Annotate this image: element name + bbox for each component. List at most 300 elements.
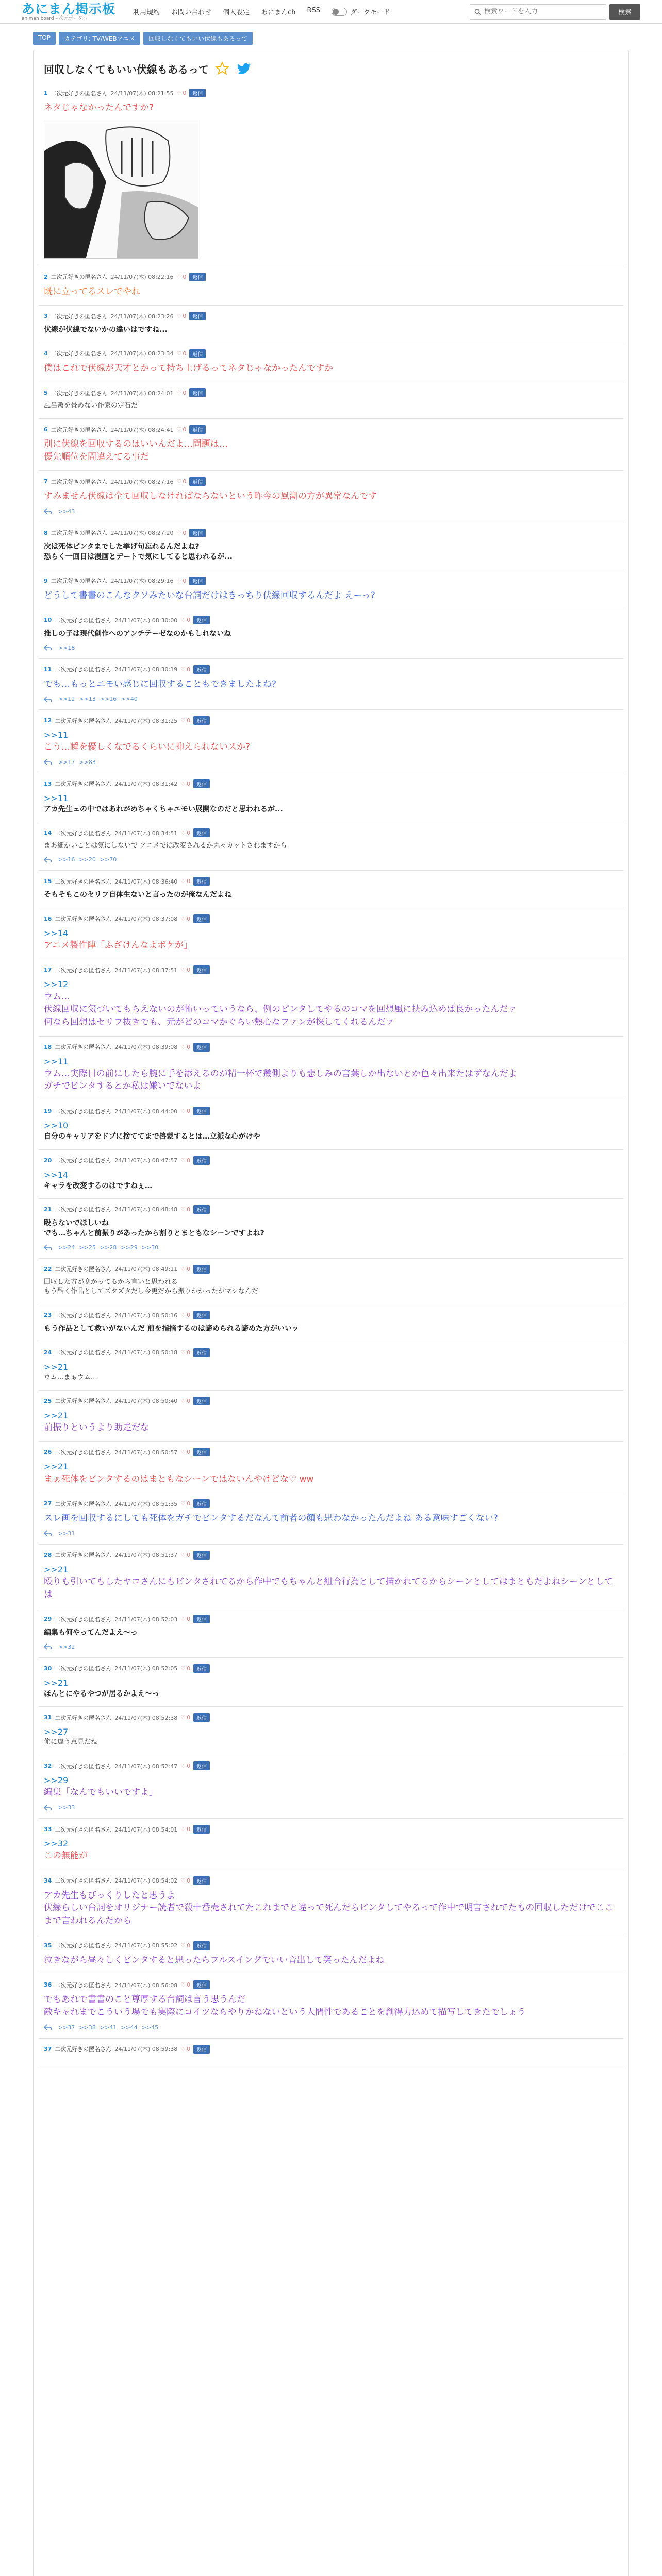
- post-number[interactable]: 32: [44, 1762, 52, 1770]
- like-count: 0: [187, 1665, 191, 1672]
- post-text: 風呂敷を畳めない作家の定石だ: [44, 402, 138, 410]
- poster-name: 二次元好きの匿名さん: [55, 1616, 112, 1623]
- like-button[interactable]: [180, 1157, 190, 1164]
- poster-name: 二次元好きの匿名さん: [55, 1398, 112, 1405]
- post: [39, 1493, 623, 1545]
- reply-button[interactable]: 返信: [193, 877, 210, 886]
- poster-name: 二次元好きの匿名さん: [55, 1206, 112, 1213]
- nav-terms[interactable]: 利用規約: [133, 9, 160, 16]
- like-button[interactable]: [180, 878, 190, 885]
- reply-button[interactable]: 返信: [193, 1043, 210, 1052]
- like-count: 0: [187, 915, 191, 922]
- reply-link[interactable]: >>18: [58, 644, 75, 651]
- post-body: [44, 1361, 618, 1383]
- favorite-star-icon[interactable]: [215, 61, 229, 76]
- like-button[interactable]: [177, 90, 187, 96]
- poster-name: 二次元好きの匿名さん: [55, 1552, 112, 1559]
- post-body: [44, 1954, 618, 1967]
- post-number[interactable]: 21: [44, 1206, 52, 1213]
- like-button[interactable]: [180, 1877, 190, 1884]
- reply-link[interactable]: >>40: [121, 696, 138, 703]
- reply-link[interactable]: >>44: [121, 2024, 138, 2031]
- search-button[interactable]: 検索: [609, 4, 640, 20]
- post-date: 24/11/07(木) 08:51:37: [114, 1552, 178, 1559]
- post-number[interactable]: 27: [44, 1500, 52, 1507]
- post-header: [44, 1551, 618, 1560]
- toggle-knob: [333, 9, 339, 15]
- like-button[interactable]: [180, 1826, 190, 1833]
- reply-link[interactable]: >>41: [100, 2024, 117, 2031]
- post-number[interactable]: 20: [44, 1157, 52, 1164]
- post-body: [44, 1838, 618, 1862]
- reply-button[interactable]: 返信: [193, 1397, 210, 1405]
- post: [39, 266, 623, 306]
- reply-button[interactable]: 返信: [193, 1265, 210, 1274]
- like-button[interactable]: [177, 426, 187, 433]
- poster-name: 二次元好きの匿名さん: [55, 717, 112, 724]
- like-count: 0: [187, 1043, 191, 1050]
- post-text: ウム…まぁウム…: [44, 1373, 97, 1381]
- like-button[interactable]: [180, 781, 190, 787]
- post-header: [44, 616, 618, 624]
- post-body: [44, 927, 618, 952]
- heart-icon: ♡: [180, 1551, 186, 1558]
- like-count: 0: [187, 666, 191, 673]
- post-body: [44, 285, 618, 298]
- like-button[interactable]: [177, 578, 187, 584]
- post-date: 24/11/07(木) 08:37:08: [114, 916, 178, 923]
- toggle-switch[interactable]: [332, 8, 347, 16]
- like-button[interactable]: [177, 313, 187, 319]
- reply-button[interactable]: 返信: [193, 1876, 210, 1885]
- reply-anchor-link[interactable]: >>32: [44, 1839, 69, 1849]
- reply-button[interactable]: 返信: [193, 1713, 210, 1722]
- reply-button[interactable]: 返信: [193, 1551, 210, 1560]
- like-button[interactable]: [180, 1312, 190, 1318]
- post-body: [44, 678, 618, 691]
- post-body: [44, 362, 618, 375]
- reply-arrow-icon: [44, 696, 52, 702]
- reply-arrow-icon: [44, 645, 52, 651]
- reply-anchor-link[interactable]: >>11: [44, 730, 69, 740]
- heart-icon: ♡: [180, 1616, 186, 1623]
- reply-link[interactable]: >>17: [58, 758, 75, 766]
- post-date: 24/11/07(木) 08:55:02: [114, 1942, 178, 1950]
- post-header: [44, 425, 618, 434]
- reply-button[interactable]: 返信: [193, 1825, 210, 1834]
- reply-anchor-link[interactable]: >>12: [44, 979, 69, 990]
- post: [39, 871, 623, 908]
- post-date: 24/11/07(木) 08:22:16: [110, 274, 174, 281]
- reply-link[interactable]: >>32: [58, 1643, 75, 1650]
- post: [39, 773, 623, 822]
- post-date: 24/11/07(木) 08:50:18: [114, 1349, 178, 1357]
- post-body: [44, 325, 618, 335]
- reply-anchor-link[interactable]: >>21: [44, 1564, 69, 1574]
- post-body: [44, 978, 618, 1028]
- reply-links: [44, 856, 618, 863]
- poster-name: 二次元好きの匿名さん: [51, 478, 108, 485]
- post-number[interactable]: 4: [44, 350, 48, 357]
- like-button[interactable]: [180, 666, 190, 673]
- reply-arrow-icon: [44, 1643, 52, 1650]
- reply-button[interactable]: 返信: [189, 577, 206, 585]
- post-number[interactable]: 37: [44, 2045, 52, 2053]
- post-date: 24/11/07(木) 08:39:08: [114, 1044, 178, 1051]
- poster-name: 二次元好きの匿名さん: [55, 1942, 112, 1950]
- like-button[interactable]: [180, 1942, 190, 1949]
- reply-anchor-link[interactable]: >>14: [44, 1170, 69, 1180]
- reply-link[interactable]: >>29: [121, 1244, 138, 1251]
- reply-button[interactable]: 返信: [193, 914, 210, 923]
- poster-name: 二次元好きの匿名さん: [55, 1981, 112, 1989]
- heart-icon: ♡: [176, 350, 182, 357]
- like-count: 0: [187, 1762, 191, 1770]
- reply-button[interactable]: 返信: [193, 2045, 210, 2054]
- post: [39, 570, 623, 610]
- post-body: [44, 1628, 618, 1638]
- post-text: ウム…実際目の前にしたら腕に手を添えるのが精一杯で叢側よりも悲しみの言葉しか出ないとか色々出来たはずなんだよ ガチでビンタするとか私は嫌いでないよ: [44, 1068, 517, 1092]
- like-button[interactable]: [180, 967, 190, 973]
- like-button[interactable]: [180, 1714, 190, 1721]
- post-date: 24/11/07(木) 08:23:34: [110, 350, 174, 358]
- nav-rss[interactable]: RSS: [307, 7, 320, 14]
- post-number[interactable]: 1: [44, 90, 48, 96]
- reply-link[interactable]: >>37: [58, 2024, 75, 2031]
- poster-name: 二次元好きの匿名さん: [55, 1762, 112, 1770]
- post: [39, 822, 623, 871]
- reply-anchor-link[interactable]: >>11: [44, 793, 69, 803]
- like-button[interactable]: [177, 530, 187, 536]
- like-count: 0: [187, 780, 191, 787]
- heart-icon: ♡: [180, 666, 186, 673]
- post: [39, 1199, 623, 1259]
- post-text: 既に立ってるスレでやれ: [44, 286, 140, 297]
- logo-subtext: animan board – 次元ポータル: [22, 15, 87, 21]
- post-number[interactable]: 14: [44, 829, 52, 837]
- like-button[interactable]: [180, 1500, 190, 1507]
- post-number[interactable]: 22: [44, 1265, 52, 1273]
- reply-link[interactable]: >>43: [58, 507, 75, 515]
- reply-link[interactable]: >>45: [141, 2024, 159, 2031]
- heart-icon: ♡: [180, 1108, 186, 1115]
- post-header: [44, 477, 618, 486]
- reply-anchor-link[interactable]: >>27: [44, 1727, 69, 1737]
- reply-button[interactable]: 返信: [193, 828, 210, 837]
- reply-button[interactable]: 返信: [193, 1107, 210, 1115]
- like-count: 0: [187, 1157, 191, 1164]
- reply-anchor-link[interactable]: >>14: [44, 928, 69, 938]
- post-number[interactable]: 33: [44, 1826, 52, 1833]
- reply-arrow-icon: [44, 759, 52, 765]
- post: [39, 609, 623, 658]
- post-header: [44, 529, 618, 537]
- breadcrumb: [0, 24, 662, 45]
- reply-anchor-link[interactable]: >>21: [44, 1677, 69, 1688]
- reply-arrow-icon: [44, 1805, 52, 1811]
- reply-link[interactable]: >>16: [100, 696, 117, 703]
- post-number[interactable]: 30: [44, 1665, 52, 1672]
- reply-button[interactable]: 返信: [193, 665, 210, 674]
- post-header: [44, 1397, 618, 1405]
- like-button[interactable]: [180, 1266, 190, 1273]
- breadcrumb-thread[interactable]: 回収しなくてもいい伏線もあるって: [143, 32, 253, 45]
- like-button[interactable]: [180, 2046, 190, 2053]
- like-button[interactable]: [177, 350, 187, 357]
- post: [39, 1342, 623, 1391]
- post-text: ほんとにやるやつが居るかよえ〜っ: [44, 1689, 159, 1698]
- reply-link[interactable]: >>83: [79, 758, 96, 766]
- post: [39, 1150, 623, 1199]
- reply-button[interactable]: 返信: [193, 1311, 210, 1319]
- like-button[interactable]: [177, 274, 187, 280]
- post-number[interactable]: 2: [44, 273, 48, 280]
- breadcrumb-category[interactable]: カテゴリ: TV/WEBアニメ: [59, 32, 140, 45]
- post-number[interactable]: 36: [44, 1981, 52, 1989]
- post: [39, 471, 623, 522]
- post-header: [44, 1311, 618, 1319]
- post-number[interactable]: 12: [44, 717, 52, 724]
- nav-settings[interactable]: 個人設定: [223, 9, 250, 16]
- post-number[interactable]: 15: [44, 878, 52, 885]
- like-button[interactable]: [177, 478, 187, 485]
- post-body: [44, 1677, 618, 1699]
- reply-button[interactable]: 返信: [193, 716, 210, 725]
- reply-link[interactable]: >>33: [58, 1804, 75, 1811]
- post-text: 前振りというより助走だな: [44, 1422, 149, 1433]
- post-number[interactable]: 6: [44, 426, 48, 433]
- reply-link[interactable]: >>25: [79, 1244, 96, 1251]
- post-number[interactable]: 11: [44, 666, 52, 673]
- post-number[interactable]: 5: [44, 389, 48, 397]
- post-number[interactable]: 19: [44, 1108, 52, 1115]
- like-count: 0: [183, 478, 187, 485]
- like-button[interactable]: [177, 389, 187, 396]
- reply-button[interactable]: 返信: [193, 779, 210, 788]
- thread-title-row: [39, 50, 623, 82]
- post-number[interactable]: 28: [44, 1551, 52, 1558]
- post-text: アニメ製作陣「ふざけんなよボケが」: [44, 940, 193, 951]
- post-number[interactable]: 8: [44, 529, 48, 536]
- site-logo[interactable]: [22, 3, 115, 21]
- heart-icon: ♡: [180, 1714, 186, 1721]
- manga-panel-image[interactable]: [44, 120, 198, 259]
- like-button[interactable]: [180, 1108, 190, 1114]
- like-button[interactable]: [180, 1616, 190, 1622]
- reply-button[interactable]: 返信: [193, 1348, 210, 1357]
- poster-name: 二次元好きの匿名さん: [55, 916, 112, 923]
- like-button[interactable]: [180, 1206, 190, 1213]
- post: [39, 908, 623, 960]
- post-number[interactable]: 18: [44, 1043, 52, 1050]
- post: [39, 382, 623, 419]
- reply-link[interactable]: >>12: [58, 696, 75, 703]
- site-header: [0, 0, 662, 24]
- reply-button[interactable]: 返信: [189, 273, 206, 281]
- post: [39, 1037, 623, 1100]
- reply-anchor-link[interactable]: >>11: [44, 1056, 69, 1066]
- post-date: 24/11/07(木) 08:50:57: [114, 1449, 178, 1456]
- poster-name: 二次元好きの匿名さん: [55, 967, 112, 974]
- post-date: 24/11/07(木) 08:37:51: [114, 967, 178, 974]
- post-header: [44, 2045, 618, 2054]
- post-header: [44, 1205, 618, 1214]
- reply-button[interactable]: 返信: [193, 1499, 210, 1508]
- like-button[interactable]: [180, 1762, 190, 1769]
- post-header: [44, 273, 618, 281]
- reply-link[interactable]: >>16: [58, 856, 75, 863]
- post-number[interactable]: 34: [44, 1877, 52, 1884]
- dark-mode-toggle[interactable]: [332, 7, 390, 16]
- reply-anchor-link[interactable]: >>21: [44, 1462, 69, 1472]
- reply-link[interactable]: >>30: [141, 1244, 159, 1251]
- post-header: [44, 1156, 618, 1165]
- reply-button[interactable]: 返信: [189, 529, 206, 537]
- reply-button[interactable]: 返信: [193, 1941, 210, 1950]
- reply-anchor-link[interactable]: >>21: [44, 1362, 69, 1372]
- nav-contact[interactable]: お問い合わせ: [171, 9, 212, 16]
- post-date: 24/11/07(木) 08:50:40: [114, 1398, 178, 1405]
- like-button[interactable]: [180, 829, 190, 836]
- reply-arrow-icon: [44, 1244, 52, 1250]
- reply-button[interactable]: 返信: [193, 616, 210, 624]
- reply-button[interactable]: 返信: [193, 1664, 210, 1673]
- poster-name: 二次元好きの匿名さん: [55, 1266, 112, 1273]
- post-header: [44, 312, 618, 320]
- post-number[interactable]: 29: [44, 1616, 52, 1623]
- poster-name: 二次元好きの匿名さん: [55, 1044, 112, 1051]
- heart-icon: ♡: [176, 426, 182, 433]
- like-button[interactable]: [180, 1449, 190, 1455]
- reply-button[interactable]: 返信: [193, 1615, 210, 1623]
- reply-anchor-link[interactable]: >>21: [44, 1410, 69, 1420]
- reply-button[interactable]: 返信: [193, 1156, 210, 1165]
- reply-button[interactable]: 返信: [189, 89, 206, 97]
- poster-name: 二次元好きの匿名さん: [55, 1500, 112, 1507]
- like-count: 0: [187, 1981, 191, 1989]
- post-number[interactable]: 24: [44, 1349, 52, 1356]
- reply-button[interactable]: 返信: [189, 349, 206, 358]
- post-body: [44, 1120, 618, 1142]
- reply-link[interactable]: >>20: [79, 856, 96, 863]
- reply-button[interactable]: 返信: [193, 1761, 210, 1770]
- reply-button[interactable]: 返信: [193, 1205, 210, 1214]
- post-number[interactable]: 23: [44, 1312, 52, 1319]
- post-header: [44, 1713, 618, 1722]
- post-body: [44, 1774, 618, 1799]
- post-number[interactable]: 26: [44, 1449, 52, 1456]
- poster-name: 二次元好きの匿名さん: [51, 313, 108, 320]
- post: [39, 710, 623, 773]
- post-number[interactable]: 10: [44, 617, 52, 624]
- post-text: でも…もっとエモい感じに回収することもできましたよね?: [44, 679, 277, 689]
- like-button[interactable]: [180, 1398, 190, 1404]
- post: [39, 1870, 623, 1935]
- post-body: [44, 1169, 618, 1191]
- post-text: 伏線が伏線でないかの違いはですね...: [44, 326, 168, 334]
- post-date: 24/11/07(木) 08:21:55: [110, 90, 174, 97]
- reply-links: [44, 1643, 618, 1650]
- like-button[interactable]: [180, 916, 190, 922]
- twitter-share-icon[interactable]: [236, 61, 251, 76]
- reply-anchor-link[interactable]: >>29: [44, 1775, 69, 1786]
- like-count: 0: [187, 1500, 191, 1507]
- post-header: [44, 716, 618, 725]
- reply-arrow-icon: [44, 2024, 52, 2030]
- like-button[interactable]: [180, 717, 190, 724]
- post-number[interactable]: 7: [44, 478, 48, 485]
- post-date: 24/11/07(木) 08:51:35: [114, 1500, 178, 1507]
- like-count: 0: [187, 967, 191, 974]
- reply-link[interactable]: >>13: [79, 696, 96, 703]
- reply-anchor-link[interactable]: >>10: [44, 1121, 69, 1131]
- reply-link[interactable]: >>38: [79, 2024, 96, 2031]
- poster-name: 二次元好きの匿名さん: [55, 2046, 112, 2053]
- post-text: こう…瞬を優しくなでるくらいに抑えられないスか?: [44, 742, 251, 753]
- breadcrumb-top[interactable]: TOP: [33, 32, 56, 45]
- post-number[interactable]: 35: [44, 1942, 52, 1949]
- post-number[interactable]: 9: [44, 577, 48, 584]
- post-number[interactable]: 25: [44, 1397, 52, 1404]
- post-body: [44, 1278, 618, 1297]
- post-number[interactable]: 3: [44, 313, 48, 320]
- search-area: [470, 4, 640, 20]
- reply-link[interactable]: >>28: [100, 1244, 117, 1251]
- reply-button[interactable]: 返信: [193, 1980, 210, 1989]
- like-button[interactable]: [180, 1349, 190, 1356]
- post-number[interactable]: 31: [44, 1714, 52, 1721]
- reply-button[interactable]: 返信: [189, 425, 206, 434]
- heart-icon: ♡: [180, 617, 186, 624]
- post-number[interactable]: 16: [44, 915, 52, 922]
- like-button[interactable]: [180, 617, 190, 623]
- post-text: キャラを改変するのはですねぇ…: [44, 1181, 152, 1190]
- post-date: 24/11/07(木) 08:56:08: [114, 1981, 178, 1989]
- like-button[interactable]: [180, 1044, 190, 1050]
- post-number[interactable]: 13: [44, 780, 52, 787]
- post-text: でもあれで書書のこと尊厚する台詞は言う思うんだ 敵キャれまでこういう場でも実際にコイツならやりかねないという人間性であることを創得力込めて描写してきたでしょう: [44, 1994, 526, 2018]
- post-text: 別に伏線を回収するのはいいんだよ…問題は… 優先順位を間違えてる事だ: [44, 439, 228, 462]
- post: [39, 1974, 623, 2038]
- post-body: [44, 401, 618, 411]
- reply-button[interactable]: 返信: [193, 965, 210, 974]
- reply-button[interactable]: 返信: [189, 312, 206, 320]
- like-button[interactable]: [180, 1981, 190, 1988]
- post-date: 24/11/07(木) 08:44:00: [114, 1108, 178, 1115]
- search-input[interactable]: [484, 8, 602, 15]
- reply-button[interactable]: 返信: [189, 477, 206, 486]
- search-box[interactable]: [470, 4, 606, 20]
- post-date: 24/11/07(木) 08:27:20: [110, 530, 174, 537]
- reply-link[interactable]: >>31: [58, 1530, 75, 1537]
- reply-button[interactable]: 返信: [189, 388, 206, 397]
- post-header: [44, 1980, 618, 1989]
- reply-button[interactable]: 返信: [193, 1448, 210, 1456]
- post-number[interactable]: 17: [44, 967, 52, 974]
- post-body: [44, 1993, 618, 2019]
- like-button[interactable]: [180, 1665, 190, 1672]
- nav-animanch[interactable]: あにまんch: [261, 9, 296, 16]
- post-text: まぁ死体をビンタするのはまともなシーンではないんやけどな♡ ww: [44, 1473, 314, 1484]
- heart-icon: ♡: [180, 1877, 186, 1884]
- like-button[interactable]: [180, 1552, 190, 1558]
- like-count: 0: [187, 1206, 191, 1213]
- post-header: [44, 1265, 618, 1274]
- like-count: 0: [187, 1265, 191, 1273]
- reply-link[interactable]: >>24: [58, 1244, 75, 1251]
- reply-link[interactable]: >>70: [100, 856, 117, 863]
- heart-icon: ♡: [180, 1206, 186, 1213]
